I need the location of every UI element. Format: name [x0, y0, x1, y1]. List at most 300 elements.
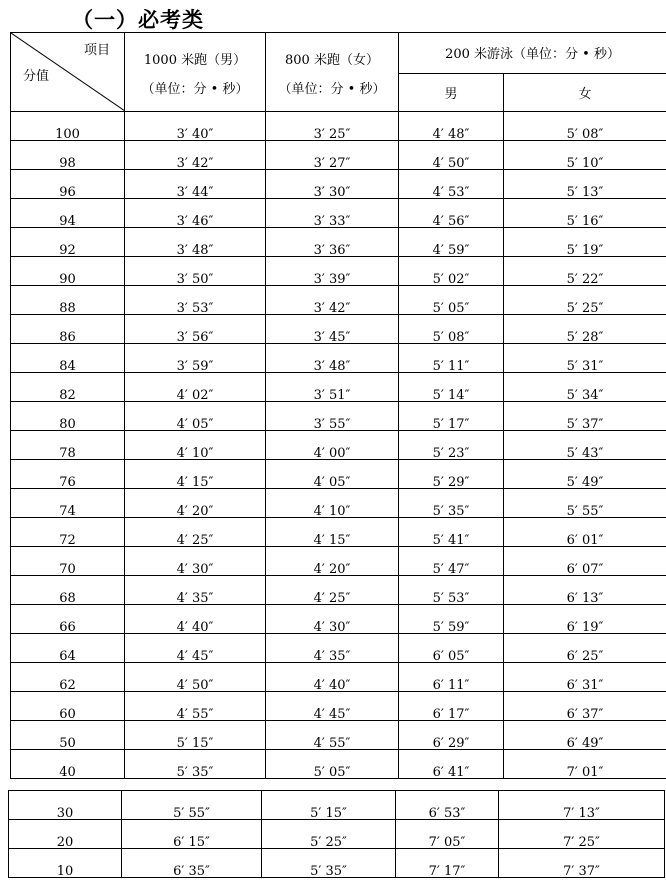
table-row [11, 257, 666, 286]
score-value: 78 [59, 445, 76, 461]
run-m-cell [125, 634, 266, 663]
time-value: 7′ 01″ [566, 764, 604, 780]
score-value: 30 [56, 805, 74, 821]
score-value: 100 [55, 126, 80, 142]
time-value: 7′ 05″ [428, 834, 466, 850]
score-value: 86 [59, 329, 76, 345]
swim-m-cell [399, 112, 504, 141]
time-value: 5′ 02″ [432, 271, 470, 287]
time-value: 6′ 41″ [432, 764, 470, 780]
table-body [11, 112, 666, 779]
time-value: 4′ 30″ [176, 561, 214, 577]
score-cell [11, 141, 125, 170]
time-value: 5′ 29″ [432, 474, 470, 490]
run-f-cell [266, 750, 399, 779]
table-row [11, 170, 666, 199]
run-f-cell [262, 820, 396, 849]
run-m-cell [125, 141, 266, 170]
time-value: 7′ 17″ [428, 863, 466, 879]
time-value: 4′ 10″ [176, 445, 214, 461]
time-value: 3′ 39″ [313, 271, 351, 287]
table-row [11, 576, 666, 605]
time-value: 4′ 40″ [313, 677, 351, 693]
time-value: 5′ 53″ [432, 590, 470, 606]
swim-m-cell [399, 344, 504, 373]
time-value: 4′ 20″ [313, 561, 351, 577]
time-value: 6′ 29″ [432, 735, 470, 751]
table-row [11, 141, 666, 170]
time-value: 3′ 33″ [313, 213, 351, 229]
run-f-cell [266, 344, 399, 373]
score-cell [11, 692, 125, 721]
score-cell [11, 547, 125, 576]
time-value: 5′ 59″ [432, 619, 470, 635]
score-cell [11, 431, 125, 460]
header-item-label: 项目 [83, 43, 110, 58]
time-value: 6′ 11″ [432, 677, 470, 693]
time-value: 5′ 08″ [432, 329, 470, 345]
swim-m-cell [399, 489, 504, 518]
swim-m-cell [396, 849, 499, 878]
swim-m-cell [399, 605, 504, 634]
table-body-low [9, 791, 665, 878]
table-row [11, 663, 666, 692]
run-m-cell [122, 849, 262, 878]
score-cell [11, 721, 125, 750]
run-f-cell [266, 112, 399, 141]
score-table-low [8, 790, 665, 878]
swim-f-cell [504, 402, 666, 431]
time-value: 4′ 10″ [313, 503, 351, 519]
time-value: 7′ 37″ [563, 863, 600, 879]
run-f-cell [266, 692, 399, 721]
time-value: 4′ 25″ [176, 532, 214, 548]
time-value: 4′ 15″ [176, 474, 214, 490]
time-value: 4′ 15″ [313, 532, 351, 548]
time-value: 6′ 15″ [173, 834, 210, 850]
swim-f-cell [504, 576, 666, 605]
time-value: 5′ 14″ [432, 387, 470, 403]
score-value: 60 [59, 706, 76, 722]
run-m-cell [125, 721, 266, 750]
swim-m-cell [399, 402, 504, 431]
run-m-cell [125, 518, 266, 547]
score-cell [11, 373, 125, 402]
table-row [11, 489, 666, 518]
time-value: 3′ 55″ [313, 416, 351, 432]
score-cell [11, 663, 125, 692]
time-value: 3′ 59″ [176, 358, 214, 374]
time-value: 3′ 53″ [176, 300, 214, 316]
table-row [11, 605, 666, 634]
score-cell [11, 489, 125, 518]
swim-m-cell [399, 663, 504, 692]
time-value: 6′ 37″ [566, 706, 604, 722]
time-value: 5′ 28″ [566, 329, 604, 345]
run-f-cell [266, 315, 399, 344]
time-value: 4′ 25″ [313, 590, 351, 606]
score-value: 66 [59, 619, 76, 635]
score-cell [11, 634, 125, 663]
swim-m-cell [399, 141, 504, 170]
table-row [11, 228, 666, 257]
time-value: 5′ 35″ [310, 863, 347, 879]
score-cell [11, 750, 125, 779]
time-value: 5′ 05″ [313, 764, 351, 780]
table-row [11, 344, 666, 373]
time-value: 5′ 08″ [566, 126, 604, 142]
run-f-cell [262, 849, 396, 878]
swim-f-cell [504, 663, 666, 692]
time-value: 5′ 13″ [566, 184, 604, 200]
time-value: 5′ 35″ [176, 764, 214, 780]
time-value: 5′ 41″ [432, 532, 470, 548]
swim-m-cell [399, 518, 504, 547]
run-f-cell [266, 634, 399, 663]
run-f-cell [266, 663, 399, 692]
run-m-cell [125, 663, 266, 692]
swim-f-cell [504, 518, 666, 547]
run-m-cell [125, 199, 266, 228]
score-value: 40 [59, 764, 76, 780]
run-f-cell [266, 518, 399, 547]
swim-f-cell [504, 344, 666, 373]
score-cell [11, 257, 125, 286]
score-value: 98 [59, 155, 76, 171]
run-m-cell [125, 112, 266, 141]
score-cell [11, 228, 125, 257]
run-m-cell [122, 820, 262, 849]
run-f-cell [266, 170, 399, 199]
swim-m-cell [399, 373, 504, 402]
swim-f-cell [504, 605, 666, 634]
run-f-cell [266, 228, 399, 257]
header-run-male-unit: （单位：分 • 秒） [141, 82, 249, 97]
time-value: 3′ 44″ [176, 184, 214, 200]
time-value: 3′ 36″ [313, 242, 351, 258]
run-f-cell [266, 199, 399, 228]
time-value: 3′ 42″ [176, 155, 214, 171]
time-value: 5′ 25″ [566, 300, 604, 316]
table-row [11, 460, 666, 489]
time-value: 7′ 25″ [563, 834, 600, 850]
score-cell [9, 791, 122, 820]
time-value: 6′ 17″ [432, 706, 470, 722]
header-swim-male: 男 [399, 73, 504, 111]
swim-f-cell [499, 820, 665, 849]
time-value: 5′ 43″ [566, 445, 604, 461]
time-value: 6′ 13″ [566, 590, 604, 606]
score-cell [11, 286, 125, 315]
run-m-cell [125, 605, 266, 634]
table-row [11, 315, 666, 344]
score-cell [9, 849, 122, 878]
score-value: 64 [59, 648, 76, 664]
time-value: 6′ 53″ [428, 805, 466, 821]
swim-f-cell [504, 257, 666, 286]
time-value: 4′ 45″ [176, 648, 214, 664]
run-m-cell [125, 286, 266, 315]
run-m-cell [125, 460, 266, 489]
time-value: 5′ 34″ [566, 387, 604, 403]
score-value: 88 [59, 300, 76, 316]
run-f-cell [266, 576, 399, 605]
table-row [11, 634, 666, 663]
table-row [11, 547, 666, 576]
time-value: 6′ 05″ [432, 648, 470, 664]
swim-m-cell [399, 286, 504, 315]
score-cell [11, 605, 125, 634]
swim-m-cell [399, 576, 504, 605]
run-m-cell [125, 257, 266, 286]
score-value: 90 [59, 271, 76, 287]
time-value: 4′ 53″ [432, 184, 470, 200]
table-row [11, 518, 666, 547]
score-cell [11, 199, 125, 228]
table-row [11, 431, 666, 460]
swim-f-cell [504, 634, 666, 663]
run-f-cell [266, 489, 399, 518]
time-value: 4′ 02″ [176, 387, 214, 403]
time-value: 5′ 15″ [310, 805, 347, 821]
swim-m-cell [396, 820, 499, 849]
score-table [10, 32, 666, 779]
run-f-cell [266, 286, 399, 315]
swim-f-cell [504, 315, 666, 344]
score-value: 76 [59, 474, 76, 490]
score-value: 96 [59, 184, 76, 200]
time-value: 5′ 37″ [566, 416, 604, 432]
swim-f-cell [504, 692, 666, 721]
swim-f-cell [504, 460, 666, 489]
run-m-cell [125, 170, 266, 199]
time-value: 4′ 55″ [176, 706, 214, 722]
time-value: 4′ 00″ [313, 445, 351, 461]
table-row [11, 692, 666, 721]
table-row [11, 402, 666, 431]
time-value: 5′ 19″ [566, 242, 604, 258]
time-value: 6′ 49″ [566, 735, 604, 751]
time-value: 5′ 49″ [566, 474, 604, 490]
swim-f-cell [504, 750, 666, 779]
time-value: 6′ 19″ [566, 619, 604, 635]
table-row [9, 791, 665, 820]
score-cell [11, 315, 125, 344]
time-value: 7′ 13″ [563, 805, 600, 821]
run-m-cell [125, 431, 266, 460]
score-value: 84 [59, 358, 76, 374]
time-value: 5′ 10″ [566, 155, 604, 171]
score-value: 80 [59, 416, 76, 432]
score-cell [11, 344, 125, 373]
time-value: 3′ 50″ [176, 271, 214, 287]
time-value: 4′ 40″ [176, 619, 214, 635]
time-value: 4′ 45″ [313, 706, 351, 722]
run-f-cell [266, 605, 399, 634]
time-value: 3′ 25″ [313, 126, 351, 142]
header-run-male-title: 1000 米跑（男） [143, 53, 247, 68]
run-m-cell [125, 692, 266, 721]
table-row [11, 373, 666, 402]
score-cell [9, 820, 122, 849]
table-row [11, 286, 666, 315]
table-row [9, 849, 665, 878]
score-value: 92 [59, 242, 76, 258]
time-value: 4′ 35″ [313, 648, 351, 664]
header-score-label: 分值 [23, 69, 50, 84]
table-row [11, 721, 666, 750]
run-f-cell [266, 721, 399, 750]
time-value: 3′ 42″ [313, 300, 351, 316]
time-value: 3′ 45″ [313, 329, 351, 345]
run-f-cell [266, 402, 399, 431]
header-run-male [125, 33, 266, 112]
score-value: 74 [59, 503, 76, 519]
run-f-cell [266, 257, 399, 286]
time-value: 4′ 56″ [432, 213, 470, 229]
run-f-cell [266, 141, 399, 170]
run-f-cell [266, 373, 399, 402]
time-value: 3′ 56″ [176, 329, 214, 345]
run-m-cell [125, 373, 266, 402]
table-row [11, 112, 666, 141]
time-value: 6′ 25″ [566, 648, 604, 664]
table-row [9, 820, 665, 849]
swim-m-cell [396, 791, 499, 820]
time-value: 5′ 17″ [432, 416, 470, 432]
score-value: 20 [56, 834, 74, 850]
run-f-cell [266, 460, 399, 489]
time-value: 4′ 05″ [313, 474, 351, 490]
time-value: 6′ 01″ [566, 532, 604, 548]
time-value: 3′ 30″ [313, 184, 351, 200]
swim-f-cell [504, 373, 666, 402]
time-value: 3′ 48″ [176, 242, 214, 258]
swim-m-cell [399, 170, 504, 199]
time-value: 3′ 27″ [313, 155, 351, 171]
diagonal-header-cell [11, 33, 125, 112]
swim-m-cell [399, 315, 504, 344]
swim-f-cell [504, 431, 666, 460]
header-row [11, 33, 666, 74]
time-value: 5′ 05″ [432, 300, 470, 316]
time-value: 5′ 25″ [310, 834, 347, 850]
swim-m-cell [399, 634, 504, 663]
run-m-cell [125, 489, 266, 518]
table-row [11, 199, 666, 228]
time-value: 4′ 50″ [432, 155, 470, 171]
score-cell [11, 576, 125, 605]
time-value: 5′ 35″ [432, 503, 470, 519]
swim-f-cell [504, 112, 666, 141]
time-value: 5′ 11″ [432, 358, 470, 374]
time-value: 3′ 48″ [313, 358, 351, 374]
header-run-female-unit: （单位：分 • 秒） [278, 82, 386, 97]
time-value: 3′ 40″ [176, 126, 214, 142]
score-cell [11, 170, 125, 199]
score-value: 82 [59, 387, 76, 403]
run-m-cell [125, 576, 266, 605]
swim-m-cell [399, 431, 504, 460]
score-cell [11, 402, 125, 431]
swim-f-cell [504, 547, 666, 576]
time-value: 5′ 22″ [566, 271, 604, 287]
run-m-cell [125, 228, 266, 257]
swim-m-cell [399, 257, 504, 286]
swim-m-cell [399, 199, 504, 228]
swim-f-cell [504, 199, 666, 228]
run-m-cell [125, 344, 266, 373]
time-value: 3′ 46″ [176, 213, 214, 229]
score-value: 10 [56, 863, 74, 879]
score-value: 70 [59, 561, 76, 577]
run-m-cell [125, 547, 266, 576]
swim-f-cell [504, 489, 666, 518]
run-f-cell [266, 431, 399, 460]
time-value: 4′ 55″ [313, 735, 351, 751]
swim-f-cell [504, 721, 666, 750]
time-value: 4′ 30″ [313, 619, 351, 635]
time-value: 6′ 07″ [566, 561, 604, 577]
swim-m-cell [399, 460, 504, 489]
swim-f-cell [499, 849, 665, 878]
time-value: 5′ 55″ [566, 503, 604, 519]
time-value: 5′ 23″ [432, 445, 470, 461]
time-value: 6′ 35″ [173, 863, 210, 879]
swim-f-cell [499, 791, 665, 820]
score-value: 68 [59, 590, 76, 606]
swim-m-cell [399, 750, 504, 779]
run-m-cell [125, 402, 266, 431]
score-cell [11, 518, 125, 547]
time-value: 4′ 20″ [176, 503, 214, 519]
run-m-cell [122, 791, 262, 820]
header-run-female-title: 800 米跑（女） [285, 53, 379, 68]
time-value: 4′ 50″ [176, 677, 214, 693]
run-m-cell [125, 750, 266, 779]
time-value: 4′ 48″ [432, 126, 470, 142]
score-value: 62 [59, 677, 76, 693]
time-value: 5′ 47″ [432, 561, 470, 577]
time-value: 5′ 16″ [566, 213, 604, 229]
table-row [11, 750, 666, 779]
header-run-female [266, 33, 399, 112]
time-value: 3′ 51″ [313, 387, 351, 403]
swim-m-cell [399, 721, 504, 750]
run-f-cell [262, 791, 396, 820]
run-m-cell [125, 315, 266, 344]
page-title: （一）必考类 [72, 8, 204, 32]
swim-f-cell [504, 228, 666, 257]
run-f-cell [266, 547, 399, 576]
score-value: 50 [59, 735, 76, 751]
time-value: 4′ 59″ [432, 242, 470, 258]
swim-m-cell [399, 692, 504, 721]
swim-m-cell [399, 547, 504, 576]
swim-m-cell [399, 228, 504, 257]
header-swim-female: 女 [504, 73, 666, 111]
swim-f-cell [504, 170, 666, 199]
time-value: 5′ 15″ [176, 735, 214, 751]
time-value: 4′ 05″ [176, 416, 214, 432]
score-value: 94 [59, 213, 76, 229]
score-cell [11, 460, 125, 489]
swim-f-cell [504, 286, 666, 315]
time-value: 6′ 31″ [566, 677, 604, 693]
header-swim: 200 米游泳（单位：分 • 秒） [399, 33, 666, 74]
time-value: 5′ 31″ [566, 358, 604, 374]
time-value: 4′ 35″ [176, 590, 214, 606]
